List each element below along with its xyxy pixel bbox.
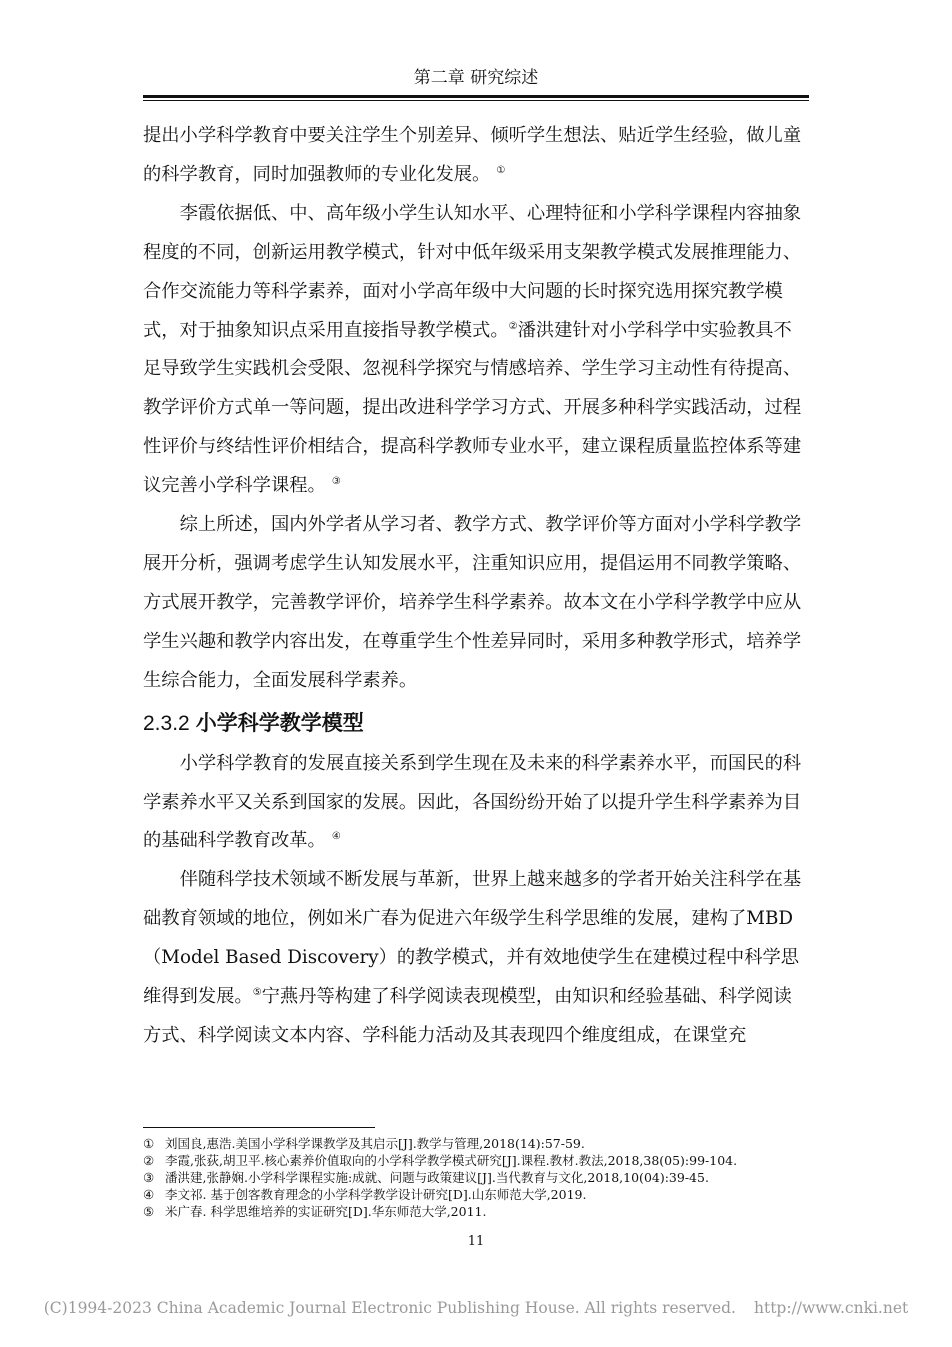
footnote-item <box>143 1135 823 1152</box>
running-header: 第二章 研究综述 <box>413 68 539 88</box>
paragraph-3: 综上所述，国内外学者从学习者、教学方式、教学评价等方面对小学科学教学展开分析，强调考虑学生认知发展水平，注重知识应用，提倡运用不同教学策略、方式展开教学，完善教学评价，培养学生科学素养。故本文在小学科学教学中应从学生兴趣和教学内容出发，在尊重学生个性差异同时，采用多种教学形式，培养学生综合能力，全面发展科学素养。 <box>143 514 802 691</box>
footnote-text: 米广春. 科学思维培养的实证研究[D].华东师范大学,2011. <box>165 1204 487 1219</box>
paragraph-4-text: 小学科学教育的发展直接关系到学生现在及未来的科学素养水平，而国民的科学素养水平又关系到国家的发展。因此，各国纷纷开始了以提升学生科学素养为目的基础科学教育改革。 <box>143 752 802 852</box>
footnote-text: 李文祁. 基于创客教育理念的小学科学教学设计研究[D].山东师范大学,2019. <box>165 1187 587 1202</box>
section-heading <box>143 704 809 743</box>
footnote-ref-1[interactable]: ① <box>496 164 506 176</box>
paragraph-5-text-b: 宁燕丹等构建了科学阅读表现模型，由知识和经验基础、科学阅读方式、科学阅读文本内容、学科能力活动及其表现四个维度组成，在课堂充 <box>143 986 792 1046</box>
footnote-ref-2[interactable]: ② <box>508 320 518 332</box>
footnote-mark: ⑤ <box>143 1204 155 1219</box>
page-number: 11 <box>467 1234 485 1249</box>
paragraph-2 <box>143 195 809 506</box>
footnote-ref-5[interactable]: ⑤ <box>252 986 262 998</box>
footnote-mark: ③ <box>143 1170 155 1185</box>
paragraph-4 <box>143 745 809 862</box>
header-rule-thick <box>143 95 809 98</box>
copyright-footer <box>0 1299 952 1317</box>
footnote-text: 潘洪建,张静娴.小学科学课程实施:成就、问题与政策建议[J].当代教育与文化,2018,10(04):39-45. <box>165 1170 709 1185</box>
paragraph-1 <box>143 117 809 195</box>
cnki-link[interactable]: http://www.cnki.net <box>753 1299 909 1317</box>
footnote-separator <box>143 1127 375 1128</box>
footnote-text: 刘国良,惠浩.美国小学科学课教学及其启示[J].教学与管理,2018(14):57-59. <box>165 1136 585 1151</box>
body-text <box>143 117 809 1056</box>
footnote-mark: ② <box>143 1153 155 1168</box>
paragraph-5 <box>143 861 809 1056</box>
paragraph-1-text: 提出小学科学教育中要关注学生个别差异、倾听学生想法、贴近学生经验，做儿童的科学教育，同时加强教师的专业化发展。 <box>143 125 802 185</box>
section-title: 小学科学教学模型 <box>195 710 364 735</box>
footnote-mark: ① <box>143 1136 155 1151</box>
header-rule-thin <box>143 100 809 101</box>
footnote-item <box>143 1186 823 1203</box>
footnote-mark: ④ <box>143 1187 155 1202</box>
section-number: 2.3.2 <box>143 711 190 735</box>
footnote-item <box>143 1203 823 1220</box>
paragraph-2-text-a: 李霞依据低、中、高年级小学生认知水平、心理特征和小学科学课程内容抽象程度的不同，创新运用教学模式，针对中低年级采用支架教学模式发展推理能力、合作交流能力等科学素养，面对小学高年级中大问题的长时探究选用探究教学模式，对于抽象知识点采用直接指导教学模式。 <box>143 202 802 341</box>
paragraph-2-text-b: 潘洪建针对小学科学中实验教具不足导致学生实践机会受限、忽视科学探究与情感培养、学生学习主动性有待提高、教学评价方式单一等问题，提出改进科学学习方式、开展多种科学实践活动，过程性评价与终结性评价相结合，提高科学教师专业水平，建立课程质量监控体系等建议完善小学科学课程。 <box>143 319 802 497</box>
footnote-item <box>143 1169 823 1186</box>
footnote-text: 李霞,张荻,胡卫平.核心素养价值取向的小学科学教学模式研究[J].课程.教材.教法,2018,38(05):99-104. <box>165 1153 738 1168</box>
paragraph-5-text-a: 伴随科学技术领域不断发展与革新，世界上越来越多的学者开始关注科学在基础教育领域的地位，例如米广春为促进六年级学生科学思维的发展，建构了MBD（Model Based Discovery）的教学模式，并有效地使学生在建模过程中科学思维得到发展。 <box>143 869 802 1008</box>
footnote-item <box>143 1152 823 1169</box>
footnote-ref-4[interactable]: ④ <box>331 831 341 843</box>
footnote-ref-3[interactable]: ③ <box>331 476 341 488</box>
footnotes <box>143 1135 823 1220</box>
copyright-text: (C)1994-2023 China Academic Journal Electronic Publishing House. All rights reserved. <box>43 1299 736 1317</box>
